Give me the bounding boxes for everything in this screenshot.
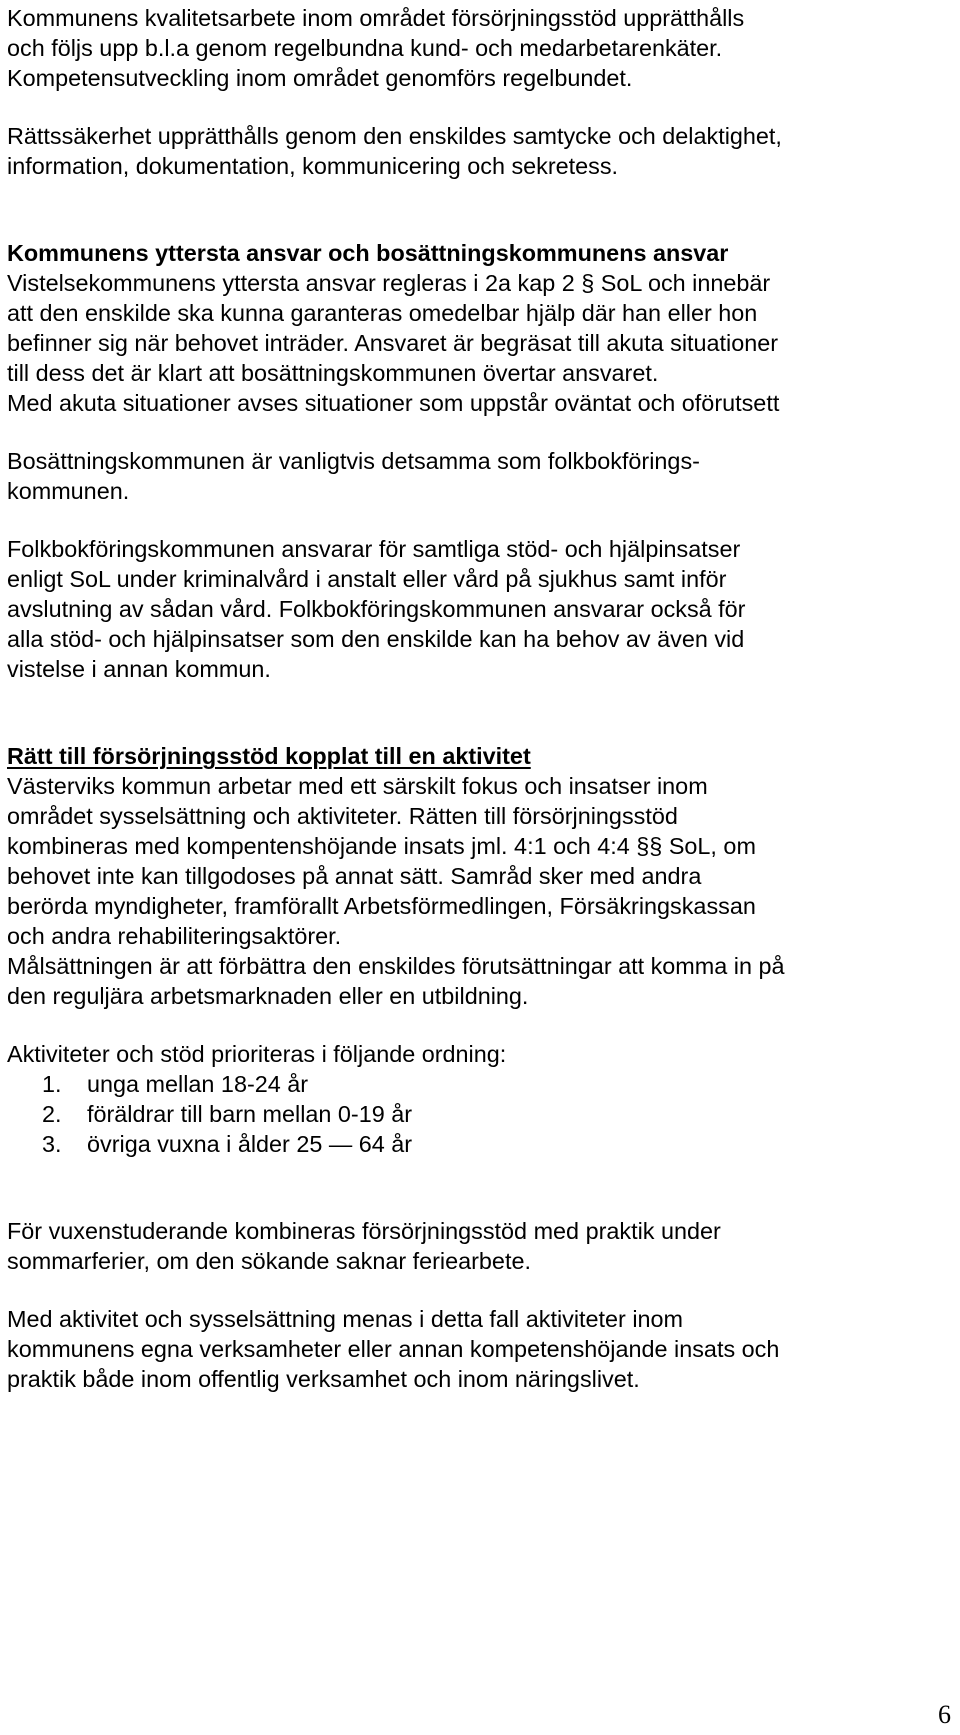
text-line: Vistelsekommunens yttersta ansvar regleras i 2a kap 2 § SoL och innebär <box>7 270 771 296</box>
page-number: 6 <box>938 1700 951 1729</box>
text-line: kombineras med kompentenshöjande insats jml. 4:1 och 4:4 §§ SoL, om <box>7 833 756 859</box>
list-text: övriga vuxna i ålder 25 — 64 år <box>87 1131 413 1157</box>
text-line: För vuxenstuderande kombineras försörjningsstöd med praktik under <box>7 1218 721 1244</box>
text-line: vistelse i annan kommun. <box>7 656 271 682</box>
text-line: Kompetensutveckling inom området genomförs regelbundet. <box>7 65 633 91</box>
text-line: kommunen. <box>7 478 130 504</box>
text-line: Västerviks kommun arbetar med ett särskilt fokus och insatser inom <box>7 773 708 799</box>
text-line: området sysselsättning och aktiviteter. Rätten till försörjningsstöd <box>7 803 678 829</box>
text-line: Kommunens kvalitetsarbete inom området försörjningsstöd upprätthålls <box>7 5 745 31</box>
text-line: alla stöd- och hjälpinsatser som den enskilde kan ha behov av även vid <box>7 626 745 652</box>
text-line: Målsättningen är att förbättra den enskildes förutsättningar att komma in på <box>7 953 785 979</box>
list-number: 1. <box>42 1071 62 1097</box>
text-line: behovet inte kan tillgodoses på annat sätt. Samråd sker med andra <box>7 863 702 889</box>
text-line: den reguljära arbetsmarknaden eller en utbildning. <box>7 983 529 1009</box>
text-line: Folkbokföringskommunen ansvarar för samtliga stöd- och hjälpinsatser <box>7 536 741 562</box>
text-line: enligt SoL under kriminalvård i anstalt eller vård på sjukhus samt inför <box>7 566 727 592</box>
section-heading: Kommunens yttersta ansvar och bosättningskommunens ansvar <box>7 240 729 266</box>
text-line: att den enskilde ska kunna garanteras omedelbar hjälp där han eller hon <box>7 300 758 326</box>
list-number: 3. <box>42 1131 62 1157</box>
text-line: Bosättningskommunen är vanligtvis detsamma som folkbokförings- <box>7 448 700 474</box>
list-text: föräldrar till barn mellan 0-19 år <box>87 1101 413 1127</box>
section-heading: Rätt till försörjningsstöd kopplat till en aktivitet <box>7 743 531 769</box>
text-line: praktik både inom offentlig verksamhet och inom näringslivet. <box>7 1366 640 1392</box>
text-line: kommunens egna verksamheter eller annan kompetenshöjande insats och <box>7 1336 780 1362</box>
text-line: befinner sig när behovet inträder. Ansvaret är begräsat till akuta situationer <box>7 330 779 356</box>
text-line: sommarferier, om den sökande saknar feriearbete. <box>7 1248 531 1274</box>
text-line: Rättssäkerhet upprätthålls genom den enskildes samtycke och delaktighet, <box>7 123 782 149</box>
list-number: 2. <box>42 1101 62 1127</box>
list-text: unga mellan 18-24 år <box>87 1071 309 1097</box>
text-line: Med akuta situationer avses situationer som uppstår oväntat och oförutsett <box>7 390 780 416</box>
text-line: Aktiviteter och stöd prioriteras i följande ordning: <box>7 1041 507 1067</box>
text-line: till dess det är klart att bosättningskommunen övertar ansvaret. <box>7 360 659 386</box>
text-line: och följs upp b.l.a genom regelbundna kund- och medarbetarenkäter. <box>7 35 723 61</box>
text-line: berörda myndigheter, framförallt Arbetsförmedlingen, Försäkringskassan <box>7 893 756 919</box>
text-line: information, dokumentation, kommunicering och sekretess. <box>7 153 619 179</box>
text-line: och andra rehabiliteringsaktörer. <box>7 923 342 949</box>
text-line: avslutning av sådan vård. Folkbokföringskommunen ansvarar också för <box>7 596 746 622</box>
text-line: Med aktivitet och sysselsättning menas i detta fall aktiviteter inom <box>7 1306 684 1332</box>
